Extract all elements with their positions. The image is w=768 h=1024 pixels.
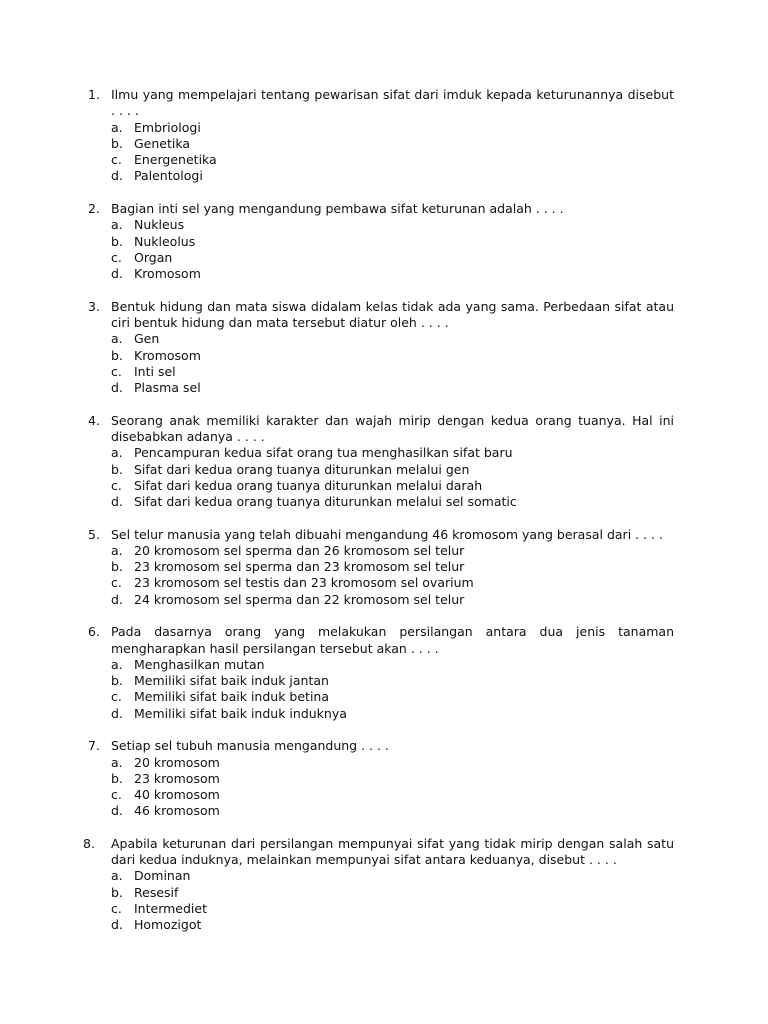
option-d	[0, 380, 768, 396]
option-b	[0, 673, 768, 689]
option-letter: d.	[111, 380, 123, 396]
option-b	[0, 462, 768, 478]
question-5	[0, 527, 768, 608]
option-list	[0, 657, 768, 722]
option-text: Inti sel	[134, 363, 176, 379]
question-list	[0, 87, 768, 950]
option-letter: a.	[111, 656, 123, 672]
option-text: Palentologi	[134, 168, 203, 184]
option-a	[0, 543, 768, 559]
question-number: 7.	[88, 738, 100, 754]
question-text: Bentuk hidung dan mata siswa didalam kelas tidak ada yang sama. Perbedaan sifat atau ciri bentuk hidung dan mata tersebut diatur oleh . . . .	[111, 298, 674, 330]
option-text: 23 kromosom sel sperma dan 23 kromosom sel telur	[134, 559, 465, 575]
option-letter: c.	[111, 249, 122, 265]
option-letter: d.	[111, 803, 123, 819]
option-text: Memiliki sifat baik induk betina	[134, 689, 330, 705]
option-text: Organ	[134, 249, 173, 265]
option-text: Energenetika	[134, 152, 217, 168]
option-text: Sifat dari kedua orang tuanya diturunkan melalui sel somatic	[134, 494, 517, 510]
option-text: Menghasilkan mutan	[134, 656, 265, 672]
option-text: Plasma sel	[134, 380, 201, 396]
option-text: Sifat dari kedua orang tuanya diturunkan melalui darah	[134, 477, 483, 493]
option-letter: a.	[111, 868, 123, 884]
option-list	[0, 120, 768, 185]
option-letter: d.	[111, 168, 123, 184]
option-text: Dominan	[134, 868, 191, 884]
question-7	[0, 738, 768, 819]
question-2	[0, 201, 768, 282]
option-text: Nukleus	[134, 217, 185, 233]
option-text: Sifat dari kedua orang tuanya diturunkan melalui gen	[134, 461, 470, 477]
question-number: 6.	[88, 624, 100, 640]
question-text: Bagian inti sel yang mengandung pembawa sifat keturunan adalah . . . .	[111, 200, 564, 216]
option-text: 20 kromosom sel sperma dan 26 kromosom sel telur	[134, 542, 465, 558]
option-text: Resesif	[134, 884, 179, 900]
question-text: Ilmu yang mempelajari tentang pewarisan sifat dari imduk kepada keturunannya disebut . . . .	[111, 87, 674, 119]
option-text: Memiliki sifat baik induk jantan	[134, 673, 329, 689]
option-d	[0, 266, 768, 282]
question-number: 1.	[88, 87, 100, 102]
option-text: Genetika	[134, 135, 191, 151]
question-number: 2.	[88, 200, 100, 216]
option-text: 23 kromosom	[134, 770, 220, 786]
option-text: 23 kromosom sel testis dan 23 kromosom sel ovarium	[134, 575, 474, 591]
option-c	[0, 364, 768, 380]
option-b	[0, 885, 768, 901]
option-a	[0, 445, 768, 461]
option-list	[0, 445, 768, 510]
question-4	[0, 413, 768, 511]
question-number: 5.	[88, 526, 100, 542]
option-list	[0, 331, 768, 396]
option-d	[0, 592, 768, 608]
question-3	[0, 299, 768, 397]
option-letter: d.	[111, 917, 123, 933]
option-letter: a.	[111, 445, 123, 461]
option-text: 40 kromosom	[134, 787, 220, 803]
option-letter: c.	[111, 787, 122, 803]
option-d	[0, 168, 768, 184]
option-letter: b.	[111, 233, 123, 249]
option-a	[0, 657, 768, 673]
option-letter: b.	[111, 559, 123, 575]
option-text: Kromosom	[134, 347, 201, 363]
option-letter: c.	[111, 477, 122, 493]
question-text: Setiap sel tubuh manusia mengandung . . . .	[111, 738, 389, 754]
option-list	[0, 868, 768, 933]
option-c	[0, 575, 768, 591]
option-text: Embriologi	[134, 119, 201, 135]
option-text: Nukleolus	[134, 233, 196, 249]
option-text: 46 kromosom	[134, 803, 220, 819]
question-number: 8.	[83, 835, 95, 851]
option-letter: a.	[111, 217, 123, 233]
option-text: Pencampuran kedua sifat orang tua menghasilkan sifat baru	[134, 445, 513, 461]
option-d	[0, 706, 768, 722]
option-b	[0, 136, 768, 152]
option-letter: a.	[111, 331, 123, 347]
option-letter: b.	[111, 135, 123, 151]
option-b	[0, 559, 768, 575]
option-a	[0, 120, 768, 136]
option-letter: a.	[111, 119, 123, 135]
option-letter: c.	[111, 363, 122, 379]
option-b	[0, 348, 768, 364]
option-letter: c.	[111, 901, 122, 917]
option-letter: a.	[111, 542, 123, 558]
option-letter: c.	[111, 152, 122, 168]
option-letter: c.	[111, 689, 122, 705]
question-number: 3.	[88, 298, 100, 314]
option-text: Kromosom	[134, 266, 201, 282]
option-letter: b.	[111, 347, 123, 363]
option-text: Memiliki sifat baik induk induknya	[134, 705, 347, 721]
option-letter: d.	[111, 705, 123, 721]
option-a	[0, 868, 768, 884]
option-b	[0, 771, 768, 787]
option-c	[0, 901, 768, 917]
question-8	[0, 836, 768, 934]
option-letter: c.	[111, 575, 122, 591]
option-list	[0, 217, 768, 282]
option-d	[0, 917, 768, 933]
option-a	[0, 331, 768, 347]
question-1	[0, 87, 768, 185]
option-letter: d.	[111, 266, 123, 282]
option-letter: b.	[111, 884, 123, 900]
option-text: Homozigot	[134, 917, 202, 933]
question-number: 4.	[88, 412, 100, 428]
option-text: 20 kromosom	[134, 754, 220, 770]
option-c	[0, 787, 768, 803]
question-text: Seorang anak memiliki karakter dan wajah mirip dengan kedua orang tuanya. Hal ini disebabkan adanya . . . .	[111, 412, 674, 444]
option-a	[0, 217, 768, 233]
question-text: Pada dasarnya orang yang melakukan persilangan antara dua jenis tanaman mengharapkan hasil persilangan tersebut akan . . . .	[111, 624, 674, 656]
option-b	[0, 234, 768, 250]
option-list	[0, 543, 768, 608]
option-a	[0, 755, 768, 771]
question-6	[0, 624, 768, 722]
option-text: Gen	[134, 331, 160, 347]
option-letter: d.	[111, 494, 123, 510]
option-letter: b.	[111, 770, 123, 786]
option-d	[0, 494, 768, 510]
option-letter: b.	[111, 461, 123, 477]
option-letter: b.	[111, 673, 123, 689]
option-c	[0, 250, 768, 266]
question-text: Sel telur manusia yang telah dibuahi mengandung 46 kromosom yang berasal dari . . . .	[111, 526, 663, 542]
option-letter: d.	[111, 591, 123, 607]
option-c	[0, 689, 768, 705]
option-c	[0, 152, 768, 168]
option-letter: a.	[111, 754, 123, 770]
option-text: 24 kromosom sel sperma dan 22 kromosom sel telur	[134, 591, 465, 607]
question-text: Apabila keturunan dari persilangan mempunyai sifat yang tidak mirip dengan salah satu dari kedua induknya, melainkan mempunyai sifat antara keduanya, disebut . . . .	[111, 835, 674, 868]
option-d	[0, 803, 768, 819]
option-c	[0, 478, 768, 494]
option-text: Intermediet	[134, 901, 207, 917]
option-list	[0, 755, 768, 820]
